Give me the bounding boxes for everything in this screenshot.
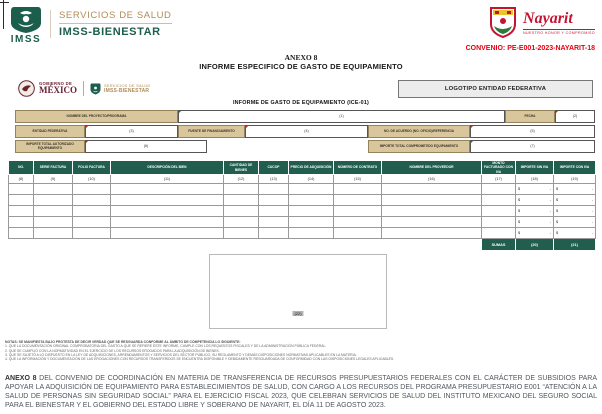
reference-cell: (11): [111, 175, 224, 184]
data-cell[interactable]: [9, 228, 34, 239]
data-cell[interactable]: [482, 184, 516, 195]
signature-ref: (22): [294, 311, 302, 316]
data-cell[interactable]: [334, 206, 382, 217]
reference-cell: (17): [482, 175, 516, 184]
informe-title: INFORME ESPECIFICO DE GASTO DE EQUIPAMIENTO: [199, 62, 403, 71]
data-cell[interactable]: [382, 195, 482, 206]
reference-cell: (14): [289, 175, 334, 184]
data-cell[interactable]: [9, 184, 34, 195]
column-header: NO.: [9, 161, 34, 175]
column-header: CANTIDAD DE BIENES: [224, 161, 259, 175]
table-row: [9, 217, 596, 228]
nayarit-crest-icon: [488, 6, 518, 39]
cobranding-row: [18, 80, 150, 97]
reference-cell: (12): [224, 175, 259, 184]
data-cell[interactable]: [224, 184, 259, 195]
column-header: DESCRIPCIÓN DEL BIEN: [111, 161, 224, 175]
currency-symbol: $: [556, 187, 559, 191]
field-label: IMPORTE TOTAL COMPROMETIDO EQUIPAMIENTO: [368, 140, 470, 153]
sums-total-cell: (20): [516, 239, 554, 251]
nayarit-brand: [466, 6, 595, 52]
data-cell[interactable]: [9, 195, 34, 206]
document-title: [0, 53, 602, 71]
data-cell[interactable]: [289, 184, 334, 195]
column-header: NOMBRE DEL PROVEEDOR: [382, 161, 482, 175]
footer-lead: ANEXO 8: [5, 375, 37, 382]
data-cell[interactable]: [73, 206, 111, 217]
data-cell[interactable]: [482, 217, 516, 228]
data-cell[interactable]: [73, 217, 111, 228]
note-line: NOTAS: SE MANIFIESTA BAJO PROTESTA DE DECIR VERDAD QUE SE RESGUARDA CONFORME AL ÁMBITO DE COMPETENCIA LO SIGUIENTE:: [5, 340, 241, 344]
data-cell[interactable]: [224, 217, 259, 228]
field-value[interactable]: (7): [470, 140, 595, 153]
imss-mini-icon: [90, 83, 101, 95]
data-cell[interactable]: [73, 184, 111, 195]
form-row: [15, 140, 595, 153]
data-cell[interactable]: [289, 195, 334, 206]
reference-cell: (9): [34, 175, 73, 184]
note-line: 3. QUE SE SUJETÓ A LO DISPUESTO EN LA LEY DE ADQUISICIONES, ARRENDAMIENTOS Y SERVICIOS DEL SECTOR PÚBLICO, SU REGLAMENTO Y DEMÁS DISPOSICIONES NORMATIVAS APLICABLES EN LA MATERIA.: [5, 352, 357, 357]
field-value[interactable]: (5): [470, 125, 595, 138]
signature-box[interactable]: [209, 254, 387, 329]
column-header: NÚMERO DE CONTRATO: [334, 161, 382, 175]
currency-symbol: $: [518, 231, 521, 235]
data-cell[interactable]: [382, 184, 482, 195]
data-cell[interactable]: [224, 206, 259, 217]
gobmx-eagle-icon: [18, 80, 35, 97]
data-cell[interactable]: [224, 228, 259, 239]
column-header: SERIE FACTURA: [34, 161, 73, 175]
empty-amount: -: [549, 198, 551, 202]
table-row: [9, 195, 596, 206]
field-label: FECHA: [505, 110, 555, 123]
reference-cell: (8): [9, 175, 34, 184]
note-line: 1. QUE LA DOCUMENTACIÓN ORIGINAL COMPROBATORIA DEL GASTO A QUE SE REFIERE ESTE INFORME, CUMPLE CON LOS REQUISITOS FISCALES Y DE LA ADMINISTRACIÓN PÚBLICA FEDERAL.: [5, 344, 327, 349]
empty-amount: -: [549, 220, 551, 224]
currency-symbol: $: [518, 187, 521, 191]
data-cell[interactable]: [259, 217, 289, 228]
currency-symbol: $: [556, 231, 559, 235]
data-cell[interactable]: [554, 184, 596, 195]
form-row: [15, 110, 595, 123]
imss-logo: [10, 6, 42, 45]
reference-cell: (19): [554, 175, 596, 184]
data-cell[interactable]: [73, 195, 111, 206]
column-header: FOLIO FACTURA: [73, 161, 111, 175]
gobierno-de-label: GOBIERNO DE: [39, 80, 73, 86]
reference-row: [9, 175, 596, 184]
field-label: FUENTE DE FINANCIAMIENTO: [178, 125, 245, 138]
data-cell[interactable]: [516, 206, 554, 217]
data-cell[interactable]: [482, 195, 516, 206]
data-cell[interactable]: [382, 228, 482, 239]
data-cell[interactable]: [34, 206, 73, 217]
empty-amount: -: [549, 209, 551, 213]
data-cell[interactable]: [73, 228, 111, 239]
column-header: PRECIO DE ADQUISICIÓN: [289, 161, 334, 175]
imss-brand: [10, 6, 172, 45]
field-gap: [207, 140, 368, 153]
data-cell[interactable]: [554, 228, 596, 239]
data-cell[interactable]: [289, 228, 334, 239]
imss-acronym: IMSS: [10, 34, 42, 45]
services-salud-label: SERVICIOS DE SALUD: [59, 10, 172, 21]
footer-paragraph: [5, 374, 597, 410]
data-cell[interactable]: [34, 195, 73, 206]
field-value[interactable]: (3): [85, 125, 178, 138]
data-cell[interactable]: [289, 206, 334, 217]
empty-amount: -: [591, 187, 593, 191]
note-line: 2. QUE SE CUMPLIÓ CON LA NORMATIVIDAD EN EL EJERCICIO DE LOS RECURSOS EROGADOS PARA LA ADQUISICIÓN DE BIENES.: [5, 348, 220, 353]
data-cell[interactable]: [259, 206, 289, 217]
column-header: IMPORTE SIN IVA: [516, 161, 554, 175]
data-cell[interactable]: [34, 217, 73, 228]
data-cell[interactable]: [382, 217, 482, 228]
data-cell[interactable]: [334, 195, 382, 206]
footer-text: DEL CONVENIO DE COORDINACIÓN EN MATERIA DE TRANSFERENCIA DE RECURSOS PRESUPUESTARIOS FEDERALES CON EL CARÁCTER DE SUBSIDIOS PARA APOYAR LA ADQUISICIÓN DE EQUIPAMIENTO PARA ESTABLECIMIENTOS DE SALUD, CON CARGO A LOS RECURSOS DEL PROGRAMA PRESUPUESTARIO E001 “ATENCIÓN A LA SALUD DE PERSONAS SIN SEGURIDAD SOCIAL” PARA EL EJERCICIO FISCAL 2023, QUE CELEBRAN SERVICIOS DE SALUD DEL INSTITUTO MEXICANO DEL SEGURO SOCIAL PARA EL BIENESTAR Y EL GOBIERNO DEL ESTADO LIBRE Y SOBERANO DE NAYARIT, EL DÍA 11 DE AGOSTO 2023.: [5, 375, 598, 410]
data-cell[interactable]: [34, 184, 73, 195]
form-grid: [15, 110, 595, 155]
data-cell[interactable]: [554, 195, 596, 206]
reference-cell: (13): [259, 175, 289, 184]
sums-blank-cell: [9, 239, 482, 251]
data-cell[interactable]: [111, 206, 224, 217]
data-cell[interactable]: [259, 228, 289, 239]
empty-amount: -: [549, 231, 551, 235]
logotipo-entidad-box: LOGOTIPO ENTIDAD FEDERATIVA: [398, 80, 593, 98]
form-row: [15, 125, 595, 138]
data-cell[interactable]: [289, 217, 334, 228]
data-cell[interactable]: [516, 228, 554, 239]
nayarit-motto: NUESTRO HONOR Y COMPROMISO: [523, 30, 595, 35]
table-row: [9, 206, 596, 217]
empty-amount: -: [591, 220, 593, 224]
data-cell[interactable]: [516, 184, 554, 195]
anexo-title: ANEXO 8: [284, 53, 318, 62]
currency-symbol: $: [518, 220, 521, 224]
mini-servicios-label: SERVICIOS DE SALUD: [104, 82, 151, 88]
field-label: NO. DE ACUERDO (NO. OFICIO)/REFERENCIA: [368, 125, 470, 138]
field-value[interactable]: (4): [245, 125, 368, 138]
scan-artifact-line: [3, 0, 4, 29]
data-cell[interactable]: [111, 217, 224, 228]
field-label: NOMBRE DEL PROYECTO/PROGRAMA: [15, 110, 178, 123]
field-label: ENTIDAD FEDERATIVA: [15, 125, 85, 138]
currency-symbol: $: [556, 198, 559, 202]
empty-amount: -: [549, 187, 551, 191]
data-cell[interactable]: [382, 206, 482, 217]
field-value[interactable]: (6): [85, 140, 207, 153]
reference-cell: (18): [516, 175, 554, 184]
imss-eagle-icon: [10, 6, 42, 34]
empty-amount: -: [591, 198, 593, 202]
data-cell[interactable]: [111, 184, 224, 195]
scan-artifact-line: [0, 2, 9, 3]
convenio-number: CONVENIO: PE-E001-2023-NAYARIT-18: [465, 45, 595, 52]
empty-amount: -: [591, 209, 593, 213]
data-cell[interactable]: [482, 228, 516, 239]
data-cell[interactable]: [111, 228, 224, 239]
table-row: [9, 228, 596, 239]
data-cell[interactable]: [259, 184, 289, 195]
data-cell[interactable]: [9, 206, 34, 217]
field-value[interactable]: (2): [555, 110, 595, 123]
data-cell[interactable]: [34, 228, 73, 239]
mexico-label: MÉXICO: [39, 85, 77, 96]
empty-amount: -: [591, 231, 593, 235]
currency-symbol: $: [556, 209, 559, 213]
data-cell[interactable]: [516, 195, 554, 206]
divider: [83, 81, 84, 96]
currency-symbol: $: [518, 198, 521, 202]
sums-total-cell: (21): [554, 239, 596, 251]
expense-table: [8, 160, 596, 251]
data-cell[interactable]: [111, 195, 224, 206]
field-label: IMPORTE TOTAL AUTORIZADO EQUIPAMIENTO: [15, 140, 85, 153]
data-cell[interactable]: [334, 184, 382, 195]
column-header: MONTO FACTURADO CON IVA: [482, 161, 516, 175]
data-cell[interactable]: [516, 217, 554, 228]
column-header: CUCOP: [259, 161, 289, 175]
note-line: 4. QUE LA INFORMACIÓN Y DOCUMENTACIÓN DE LAS EROGACIONES CON RECURSOS TRANSFERIDOS SE ENCUENTRA DISPONIBLE Y DEBIDAMENTE RESGUARDADA DE CONFORMIDAD CON LAS DISPOSICIONES LEGALES APLICABLES.: [5, 357, 395, 361]
imss-bienestar-label: IMSS-BIENESTAR: [59, 26, 161, 39]
data-cell[interactable]: [259, 195, 289, 206]
currency-symbol: $: [518, 209, 521, 213]
currency-symbol: $: [556, 220, 559, 224]
reference-cell: (15): [334, 175, 382, 184]
data-cell[interactable]: [224, 195, 259, 206]
data-cell[interactable]: [554, 217, 596, 228]
notes-block: [5, 340, 597, 361]
sums-label: SUMAS: [482, 239, 516, 251]
reference-cell: (16): [382, 175, 482, 184]
nayarit-wordmark: Nayarit: [523, 9, 573, 27]
table-row: [9, 184, 596, 195]
mini-bienestar-label: IMSS-BIENESTAR: [104, 87, 150, 94]
field-value[interactable]: (1): [178, 110, 505, 123]
data-cell[interactable]: [482, 206, 516, 217]
form-title: INFORME DE GASTO DE EQUIPAMIENTO (ICE-01): [232, 100, 370, 106]
data-cell[interactable]: [334, 217, 382, 228]
data-cell[interactable]: [554, 206, 596, 217]
reference-cell: (10): [73, 175, 111, 184]
data-cell[interactable]: [334, 228, 382, 239]
sums-row: [9, 239, 596, 251]
data-cell[interactable]: [9, 217, 34, 228]
divider: [59, 23, 172, 24]
column-header: IMPORTE CON IVA: [554, 161, 596, 175]
